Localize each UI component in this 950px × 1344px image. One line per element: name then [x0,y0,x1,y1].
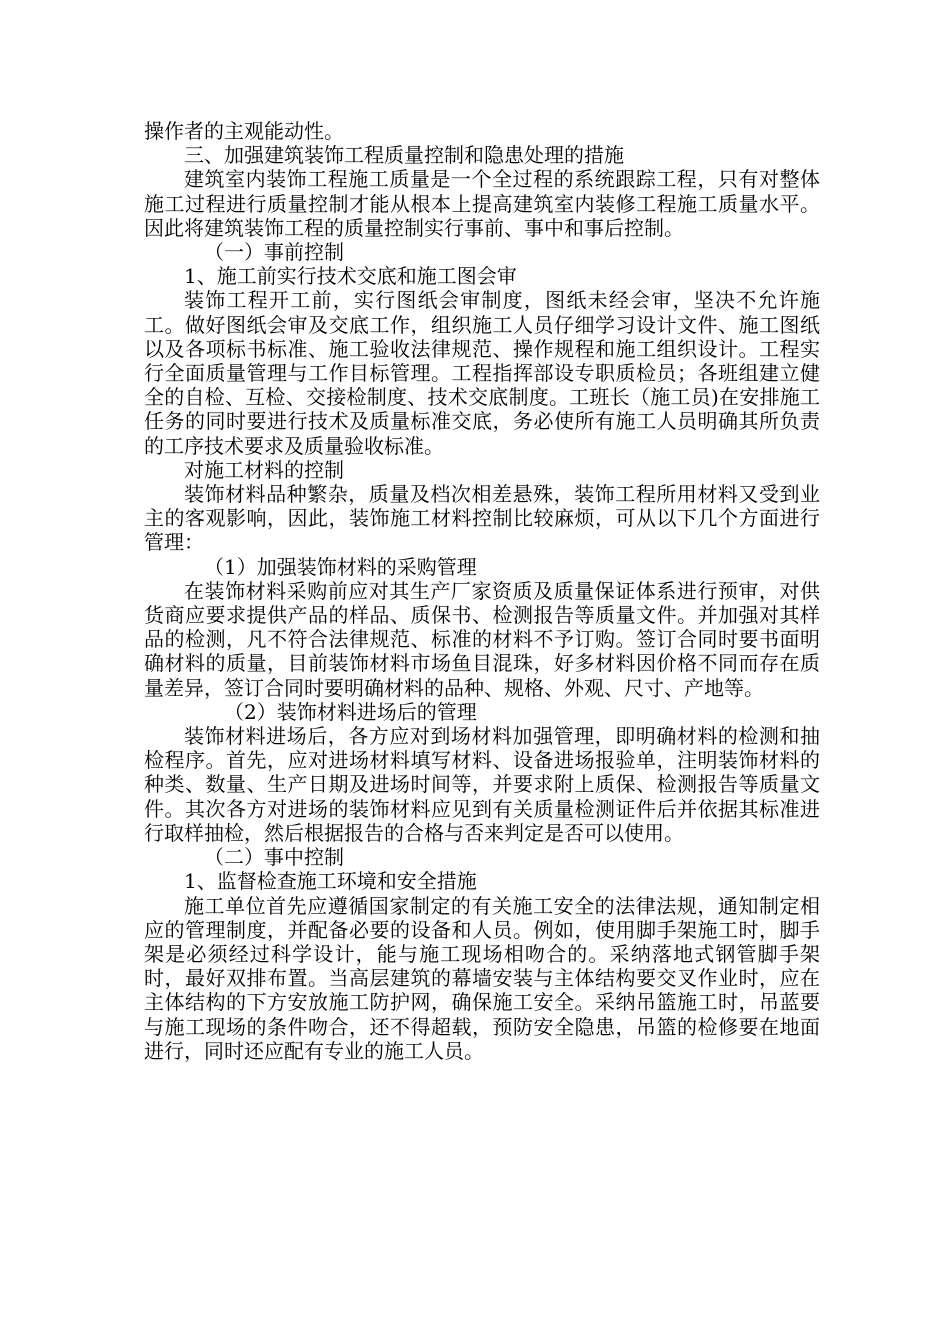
item-heading-1: 1、施工前实行技术交底和施工图会审 [184,264,517,289]
paragraph-onsite-management: 装饰材料进场后，各方应对到场材料加强管理，即明确材料的检测和抽检程序。首先，应对进场材料填写材料、设备进场报验单，注明装饰材料的种类、数量、生产日期及进场时间等，并要求附上质保、检测报告等质量文件。其次各方对进场的装饰材料应见到有关质量检测证件后并依据其标准进行取样抽检，然后根据报告的合格与否来判定是否可以使用。 [144,724,820,845]
paragraph-drawing-review: 装饰工程开工前，实行图纸会审制度，图纸未经会审，坚决不允许施工。做好图纸会审及交底工作，组织施工人员仔细学习设计文件、施工图纸以及各项标书标准、施工验收法律规范、操作规程和施工组织设计。工程实行全面质量管理与工作目标管理。工程指挥部设专职质检员；各班组建立健全的自检、互检、交接检制度、技术交底制度。工班长（施工员)在安排施工任务的同时要进行技术及质量标准交底，务必使所有施工人员明确其所负责的工序技术要求及质量验收标准。 [144,288,820,458]
paragraph-material-intro: 装饰材料品种繁杂，质量及档次相差悬殊，装饰工程所用材料又受到业主的客观影响，因此，装饰施工材料控制比较麻烦，可从以下几个方面进行管理： [144,482,820,555]
item-heading-safety: 1、监督检查施工环境和安全措施 [184,869,477,894]
document-page [144,119,820,1063]
section-heading-3: 三、加强建筑装饰工程质量控制和隐患处理的措施 [184,143,624,168]
paragraph-continuation: 操作者的主观能动性。 [144,119,344,143]
paragraph-procurement: 在装饰材料采购前应对其生产厂家资质及质量保证体系进行预审，对供货商应要求提供产品的样品、质保书、检测报告等质量文件。并加强对其样品的检测，凡不符合法律规范、标准的材料不予订购。签订合同时要书面明确材料的质量，目前装饰材料市场鱼目混珠，好多材料因价格不同而存在质量差异，签订合同时要明确材料的品种、规格、外观、尺寸、产地等。 [144,578,820,700]
paragraph-safety: 施工单位首先应遵循国家制定的有关施工安全的法律法规，通知制定相应的管理制度，并配备必要的设备和人员。例如，使用脚手架施工时，脚手架是必须经过科学设计，能与施工现场相吻合的。采纳落地式钢管脚手架时，最好双排布置。当高层建筑的幕墙安装与主体结构要交叉作业时，应在主体结构的下方安放施工防护网，确保施工安全。采纳吊篮施工时，吊蓝要与施工现场的条件吻合，还不得超载，预防安全隐患，吊篮的检修要在地面进行，同时还应配有专业的施工人员。 [144,893,820,1063]
item-heading-onsite-management: （2）装饰材料进场后的管理 [224,699,477,724]
subheading-pre-control: （一）事前控制 [204,240,344,265]
item-heading-procurement: （1）加强装饰材料的采购管理 [204,554,477,579]
paragraph-intro: 建筑室内装饰工程施工质量是一个全过程的系统跟踪工程，只有对整体施工过程进行质量控制才能从根本上提高建筑室内装修工程施工质量水平。因此将建筑装饰工程的质量控制实行事前、事中和事后控制。 [144,167,820,240]
item-heading-material-control: 对施工材料的控制 [184,457,344,482]
subheading-in-process-control: （二）事中控制 [204,845,344,870]
